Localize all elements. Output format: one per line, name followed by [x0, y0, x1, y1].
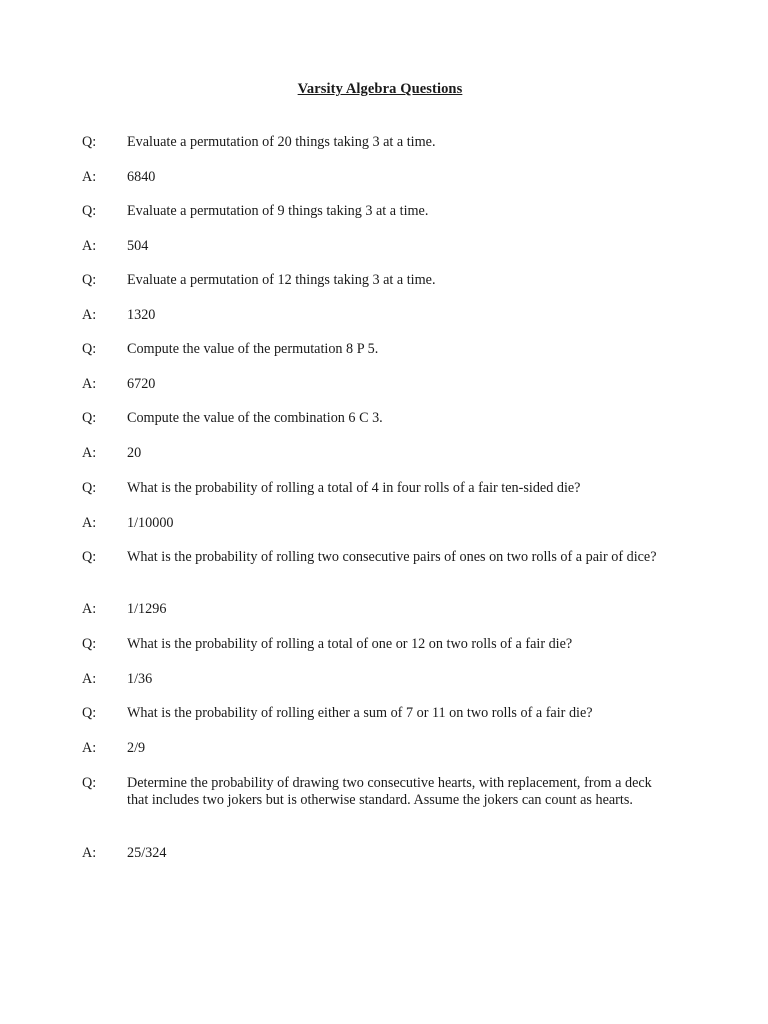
- answer-label: A:: [82, 845, 97, 861]
- question-text: Determine the probability of drawing two consecutive hearts, with replacement, from a deck that includes two jokers but is otherwise standard. Assume the jokers can count as hearts.: [127, 775, 652, 808]
- answer-text: 2/9: [127, 740, 146, 756]
- answer-text: 6840: [127, 169, 156, 185]
- question-label: Q:: [82, 775, 97, 791]
- question-label: Q:: [82, 341, 97, 357]
- question-label: Q:: [82, 272, 97, 288]
- question-text: What is the probability of rolling two consecutive pairs of ones on two rolls of a pair of dice?: [127, 549, 657, 565]
- question-text: Evaluate a permutation of 9 things taking 3 at a time.: [127, 203, 429, 219]
- question-label: Q:: [82, 134, 97, 150]
- question-text: What is the probability of rolling a total of 4 in four rolls of a fair ten-sided die?: [127, 480, 581, 496]
- answer-label: A:: [82, 169, 97, 185]
- question-label: Q:: [82, 410, 97, 426]
- question-text: Evaluate a permutation of 12 things taking 3 at a time.: [127, 272, 436, 288]
- answer-text: 1/36: [127, 671, 153, 687]
- answer-text: 1/10000: [127, 515, 174, 531]
- question-text: Evaluate a permutation of 20 things taking 3 at a time.: [127, 134, 436, 150]
- question-label: Q:: [82, 203, 97, 219]
- answer-text: 20: [127, 445, 142, 461]
- answer-label: A:: [82, 515, 97, 531]
- question-label: Q:: [82, 549, 97, 565]
- question-text: What is the probability of rolling a total of one or 12 on two rolls of a fair die?: [127, 636, 573, 652]
- question-text: Compute the value of the permutation 8 P 5.: [127, 341, 379, 357]
- answer-text: 504: [127, 238, 149, 254]
- answer-text: 1320: [127, 307, 156, 323]
- question-label: Q:: [82, 705, 97, 721]
- question-text: What is the probability of rolling either a sum of 7 or 11 on two rolls of a fair die?: [127, 705, 593, 721]
- answer-label: A:: [82, 307, 97, 323]
- answer-text: 25/324: [127, 845, 167, 861]
- answer-label: A:: [82, 445, 97, 461]
- answer-label: A:: [82, 671, 97, 687]
- answer-label: A:: [82, 376, 97, 392]
- question-text: Compute the value of the combination 6 C 3.: [127, 410, 383, 426]
- answer-label: A:: [82, 238, 97, 254]
- question-label: Q:: [82, 636, 97, 652]
- answer-label: A:: [82, 740, 97, 756]
- answer-label: A:: [82, 601, 97, 617]
- document-title: Varsity Algebra Questions: [297, 81, 463, 97]
- question-label: Q:: [82, 480, 97, 496]
- answer-text: 1/1296: [127, 601, 167, 617]
- answer-text: 6720: [127, 376, 156, 392]
